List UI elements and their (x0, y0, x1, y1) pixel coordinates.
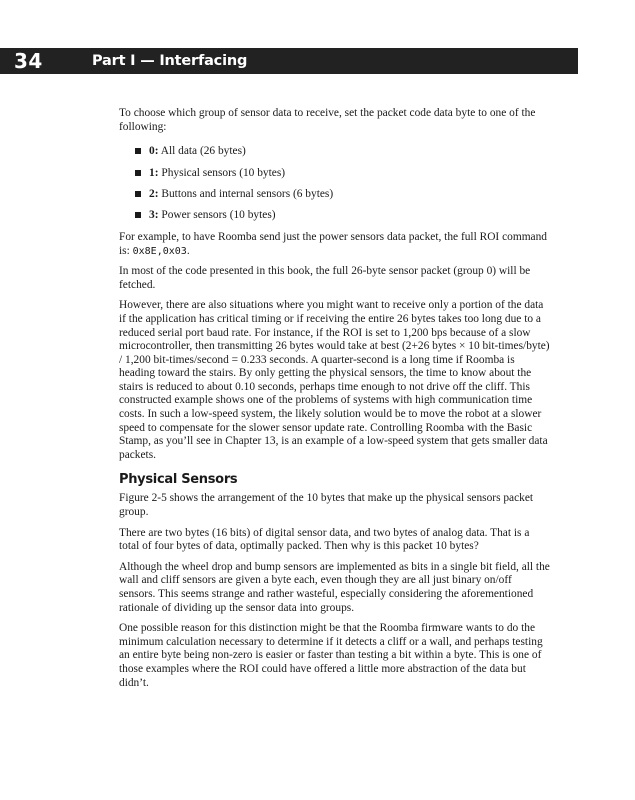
list-item (135, 167, 550, 181)
square-bullet-icon (135, 191, 141, 197)
example-end: . (186, 244, 190, 257)
bullet-key: 0: (149, 145, 159, 158)
bullet-key: 3: (149, 209, 159, 222)
list-item (135, 188, 550, 202)
section-paragraph: One possible reason for this distinction might be that the Roomba firmware wants to do the minimum calculation necessary to determine if it detects a cliff or a wall, and perhaps testing an entire byte being non-zero is easier or faster than testing a bit within a byte. This is one of those examples where the ROI could have offered a little more abstraction of the data but didn’t. (119, 622, 543, 689)
section-paragraph: There are two bytes (16 bits) of digital sensor data, and two bytes of analog data. That is a total of four bytes of data, optimally packed. Then why is this packet 10 bytes? (119, 526, 530, 553)
page-number: 34 (14, 49, 43, 73)
example-text: For example, to have Roomba send just the power sensors data packet, the full ROI command is: (119, 230, 547, 257)
list-item (135, 209, 550, 223)
running-header (0, 48, 578, 74)
body-paragraph: In most of the code presented in this book, the full 26-byte sensor packet (group 0) will be fetched. (119, 265, 531, 291)
page-body (119, 107, 550, 697)
bullet-key: 2: (149, 187, 159, 200)
bullet-text: Physical sensors (10 bytes) (161, 166, 286, 179)
section-heading: Physical Sensors (119, 472, 238, 488)
example-paragraph (119, 231, 550, 258)
list-item (135, 145, 550, 159)
bullet-text: All data (26 bytes) (160, 145, 246, 158)
roi-command-code: 0x8E,0x03 (132, 245, 187, 257)
intro-paragraph: To choose which group of sensor data to receive, set the packet code data byte to one of the following: (119, 107, 536, 133)
square-bullet-icon (135, 170, 141, 176)
square-bullet-icon (135, 148, 141, 154)
part-title: Part I — Interfacing (92, 53, 248, 69)
body-paragraph: However, there are also situations where you might want to receive only a portion of the data if the application has critical timing or if receiving the entire 26 bytes takes too long due to a reduced serial port baud rate. For instance, if the ROI is set to 1,200 bps because of a slow microcontroller, then transmitting 26 bytes would take at best (2+26 bytes × 10 bit-times/byte) / 1,200 bit-times/second = 0.233 seconds. A quarter-second is a long time if Roomba is heading toward the stairs. By only getting the physical sensors, the time to know about the stairs is reduced to about 0.10 seconds, perhaps time enough to not drive off the cliff. This constructed example shows one of the problems of systems with high communication time costs. In such a low-speed system, the likely solution would be to move the robot at a slower speed to compensate for the slower sensor update rate. Controlling Roomba with the Basic Stamp, as you’ll see in Chapter 13, is an example of a low-speed system that gets smaller data packets. (119, 299, 550, 461)
bullet-text: Buttons and internal sensors (6 bytes) (161, 187, 334, 200)
bullet-text: Power sensors (10 bytes) (161, 209, 276, 222)
section-paragraph: Although the wheel drop and bump sensors are implemented as bits in a single bit field, all the wall and cliff sensors are given a byte each, even though they are all just binary on/off sensors. This seems strange and rather wasteful, especially considering the aforementioned rationale of dividing up the sensor data into groups. (119, 560, 550, 614)
square-bullet-icon (135, 212, 141, 218)
packet-code-list (119, 145, 550, 223)
bullet-key: 1: (149, 166, 159, 179)
section-paragraph: Figure 2-5 shows the arrangement of the 10 bytes that make up the physical sensors packet group. (119, 492, 534, 519)
